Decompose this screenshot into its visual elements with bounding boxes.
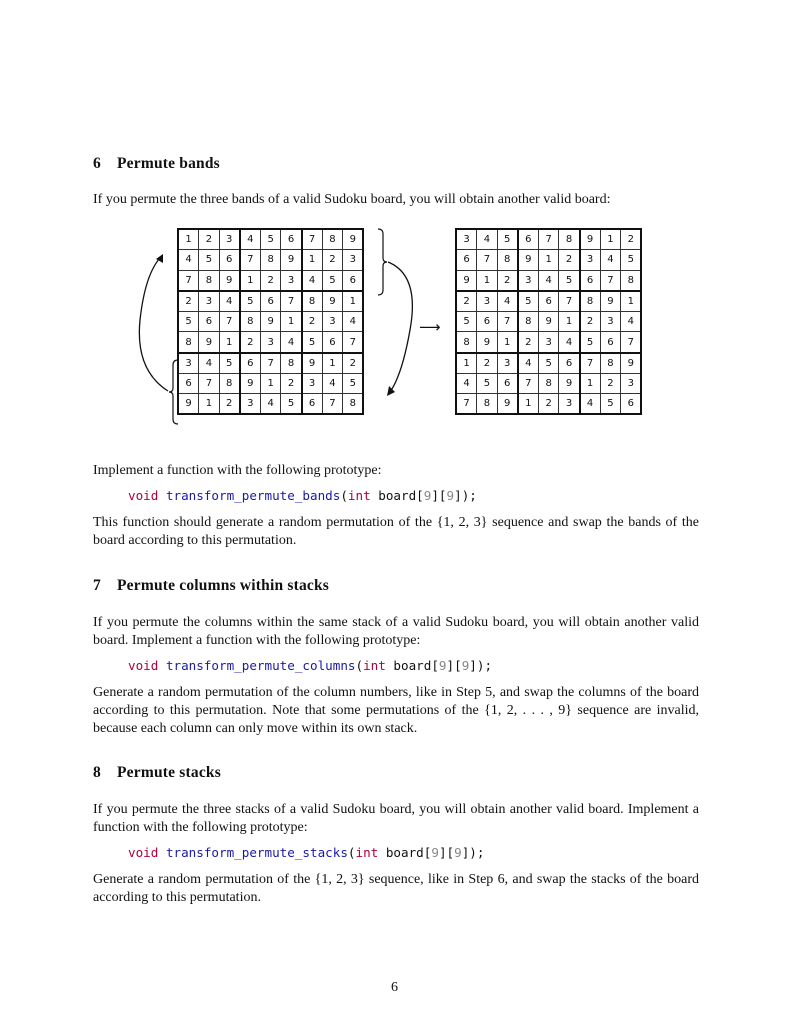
board-cell: 2 (260, 270, 281, 291)
board-cell: 5 (538, 353, 559, 374)
section-7-intro: If you permute the columns within the same stack of a valid Sudoku board, you will obtain another valid board. Implement a function with the following prototype: (93, 615, 699, 648)
board-cell: 7 (477, 250, 498, 271)
board-cell: 9 (260, 311, 281, 332)
board-cell: 7 (580, 353, 601, 374)
board-cell: 4 (497, 291, 518, 312)
code-prototype-permute-bands: void transform_permute_bands(int board[9][9]); (128, 488, 477, 503)
board-cell: 6 (497, 373, 518, 394)
board-cell: 3 (343, 250, 364, 271)
board-cell: 5 (559, 270, 580, 291)
board-cell: 6 (219, 250, 240, 271)
section-8-intro: If you permute the three stacks of a valid Sudoku board, you will obtain another valid board. Implement a function with the following prototype: (93, 802, 699, 835)
board-cell: 7 (621, 332, 642, 353)
transform-arrow-icon: ⟶ (419, 318, 441, 336)
section-6-prototype-intro: Implement a function with the following prototype: (93, 463, 382, 478)
board-cell: 4 (260, 394, 281, 415)
board-cell: 9 (178, 394, 199, 415)
section-6-description: This function should generate a random permutation of the {1, 2, 3} sequence and swap the bands of the board according to this permutation. (93, 515, 699, 548)
board-cell: 6 (518, 229, 539, 250)
board-cell: 9 (302, 353, 323, 374)
board-cell: 7 (600, 270, 621, 291)
board-cell: 6 (178, 373, 199, 394)
section-heading-6: 6 Permute bands (93, 155, 220, 172)
board-cell: 1 (456, 353, 477, 374)
board-cell: 2 (559, 250, 580, 271)
board-cell: 9 (518, 250, 539, 271)
board-cell: 2 (518, 332, 539, 353)
board-cell: 5 (281, 394, 302, 415)
board-cell: 2 (281, 373, 302, 394)
board-cell: 1 (302, 250, 323, 271)
board-cell: 3 (559, 394, 580, 415)
board-cell: 3 (281, 270, 302, 291)
board-cell: 2 (497, 270, 518, 291)
board-cell: 8 (343, 394, 364, 415)
board-cell: 1 (260, 373, 281, 394)
board-cell: 6 (260, 291, 281, 312)
board-cell: 8 (260, 250, 281, 271)
board-cell: 7 (322, 394, 343, 415)
board-cell: 7 (281, 291, 302, 312)
board-cell: 2 (580, 311, 601, 332)
board-cell: 4 (199, 353, 220, 374)
board-cell: 3 (260, 332, 281, 353)
board-cell: 6 (199, 311, 220, 332)
board-cell: 9 (538, 311, 559, 332)
board-cell: 3 (322, 311, 343, 332)
board-cell: 6 (302, 394, 323, 415)
board-cell: 7 (219, 311, 240, 332)
board-cell: 1 (559, 311, 580, 332)
board-cell: 1 (477, 270, 498, 291)
board-cell: 3 (302, 373, 323, 394)
board-cell: 8 (281, 353, 302, 374)
board-cell: 2 (600, 373, 621, 394)
board-cell: 8 (178, 332, 199, 353)
board-cell: 5 (621, 250, 642, 271)
section-heading-7: 7 Permute columns within stacks (93, 577, 330, 594)
board-cell: 9 (240, 373, 261, 394)
board-cell: 7 (518, 373, 539, 394)
board-cell: 6 (538, 291, 559, 312)
board-cell: 9 (281, 250, 302, 271)
board-cell: 9 (559, 373, 580, 394)
board-cell: 4 (240, 229, 261, 250)
board-cell: 4 (518, 353, 539, 374)
board-cell: 3 (477, 291, 498, 312)
board-cell: 5 (343, 373, 364, 394)
board-cell: 6 (456, 250, 477, 271)
board-cell: 6 (621, 394, 642, 415)
board-cell: 1 (621, 291, 642, 312)
board-cell: 6 (281, 229, 302, 250)
board-cell: 5 (302, 332, 323, 353)
board-cell: 8 (322, 229, 343, 250)
board-cell: 1 (497, 332, 518, 353)
board-cell: 4 (302, 270, 323, 291)
board-cell: 1 (322, 353, 343, 374)
board-cell: 5 (199, 250, 220, 271)
board-cell: 4 (456, 373, 477, 394)
board-cell: 3 (538, 332, 559, 353)
board-cell: 4 (621, 311, 642, 332)
board-cell: 7 (302, 229, 323, 250)
board-cell: 5 (518, 291, 539, 312)
board-cell: 5 (240, 291, 261, 312)
board-cell: 7 (199, 373, 220, 394)
board-cell: 6 (559, 353, 580, 374)
board-cell: 2 (343, 353, 364, 374)
board-cell: 8 (497, 250, 518, 271)
board-cell: 2 (538, 394, 559, 415)
board-cell: 9 (497, 394, 518, 415)
board-cell: 5 (260, 229, 281, 250)
board-cell: 6 (477, 311, 498, 332)
board-cell: 7 (343, 332, 364, 353)
board-cell: 1 (199, 394, 220, 415)
board-cell: 3 (518, 270, 539, 291)
board-cell: 8 (302, 291, 323, 312)
board-cell: 9 (343, 229, 364, 250)
board-cell: 7 (240, 250, 261, 271)
board-cell: 6 (240, 353, 261, 374)
board-cell: 1 (600, 229, 621, 250)
board-cell: 2 (456, 291, 477, 312)
board-cell: 1 (219, 332, 240, 353)
board-cell: 2 (178, 291, 199, 312)
board-cell: 8 (240, 311, 261, 332)
board-cell: 4 (219, 291, 240, 312)
board-cell: 4 (600, 250, 621, 271)
board-cell: 2 (477, 353, 498, 374)
board-cell: 3 (600, 311, 621, 332)
board-cell: 4 (178, 250, 199, 271)
board-cell: 4 (559, 332, 580, 353)
board-cell: 8 (456, 332, 477, 353)
board-cell: 4 (322, 373, 343, 394)
board-cell: 2 (621, 229, 642, 250)
board-cell: 8 (538, 373, 559, 394)
board-cell: 1 (538, 250, 559, 271)
board-cell: 6 (343, 270, 364, 291)
board-cell: 2 (240, 332, 261, 353)
board-cell: 5 (219, 353, 240, 374)
board-cell: 7 (178, 270, 199, 291)
code-prototype-permute-columns: void transform_permute_columns(int board[9][9]); (128, 658, 493, 673)
board-cell: 5 (497, 229, 518, 250)
board-cell: 3 (580, 250, 601, 271)
board-cell: 7 (538, 229, 559, 250)
board-cell: 7 (497, 311, 518, 332)
board-cell: 6 (600, 332, 621, 353)
board-cell: 5 (580, 332, 601, 353)
board-cell: 4 (281, 332, 302, 353)
board-cell: 4 (343, 311, 364, 332)
board-cell: 6 (580, 270, 601, 291)
board-cell: 1 (178, 229, 199, 250)
board-cell: 2 (302, 311, 323, 332)
board-cell: 1 (518, 394, 539, 415)
board-cell: 3 (621, 373, 642, 394)
board-cell: 8 (199, 270, 220, 291)
section-6-intro: If you permute the three bands of a valid Sudoku board, you will obtain another valid board: (93, 192, 611, 207)
board-cell: 8 (219, 373, 240, 394)
page-number: 6 (391, 980, 398, 995)
board-cell: 5 (178, 311, 199, 332)
board-cell: 8 (559, 229, 580, 250)
board-cell: 9 (600, 291, 621, 312)
board-cell: 8 (621, 270, 642, 291)
code-prototype-permute-stacks: void transform_permute_stacks(int board[9][9]); (128, 845, 485, 860)
board-cell: 7 (559, 291, 580, 312)
board-cell: 9 (477, 332, 498, 353)
board-cell: 3 (497, 353, 518, 374)
board-cell: 5 (456, 311, 477, 332)
board-cell: 8 (600, 353, 621, 374)
board-cell: 3 (219, 229, 240, 250)
board-cell: 2 (322, 250, 343, 271)
board-cell: 9 (219, 270, 240, 291)
board-cell: 5 (477, 373, 498, 394)
section-heading-8: 8 Permute stacks (93, 764, 221, 781)
board-cell: 8 (580, 291, 601, 312)
board-cell: 1 (580, 373, 601, 394)
board-cell: 3 (240, 394, 261, 415)
board-cell: 9 (580, 229, 601, 250)
board-cell: 3 (199, 291, 220, 312)
board-cell: 9 (456, 270, 477, 291)
board-cell: 2 (199, 229, 220, 250)
board-cell: 9 (199, 332, 220, 353)
board-cell: 8 (477, 394, 498, 415)
board-cell: 8 (518, 311, 539, 332)
board-cell: 6 (322, 332, 343, 353)
board-cell: 7 (456, 394, 477, 415)
board-cell: 7 (260, 353, 281, 374)
board-cell: 3 (178, 353, 199, 374)
board-cell: 1 (343, 291, 364, 312)
section-8-description: Generate a random permutation of the {1, 2, 3} sequence, like in Step 6, and swap the stacks of the board according to this permutation. (93, 872, 699, 905)
section-7-description: Generate a random permutation of the column numbers, like in Step 5, and swap the columns of the board according to this permutation. Note that some permutations of the {1, 2, . . . , 9} sequence are invalid, because each column can only move within its own stack. (93, 685, 699, 736)
board-cell: 9 (621, 353, 642, 374)
board-cell: 4 (580, 394, 601, 415)
board-cell: 9 (322, 291, 343, 312)
board-cell: 5 (600, 394, 621, 415)
board-cell: 3 (456, 229, 477, 250)
board-cell: 4 (538, 270, 559, 291)
board-cell: 1 (240, 270, 261, 291)
board-cell: 4 (477, 229, 498, 250)
board-cell: 1 (281, 311, 302, 332)
board-cell: 2 (219, 394, 240, 415)
board-cell: 5 (322, 270, 343, 291)
